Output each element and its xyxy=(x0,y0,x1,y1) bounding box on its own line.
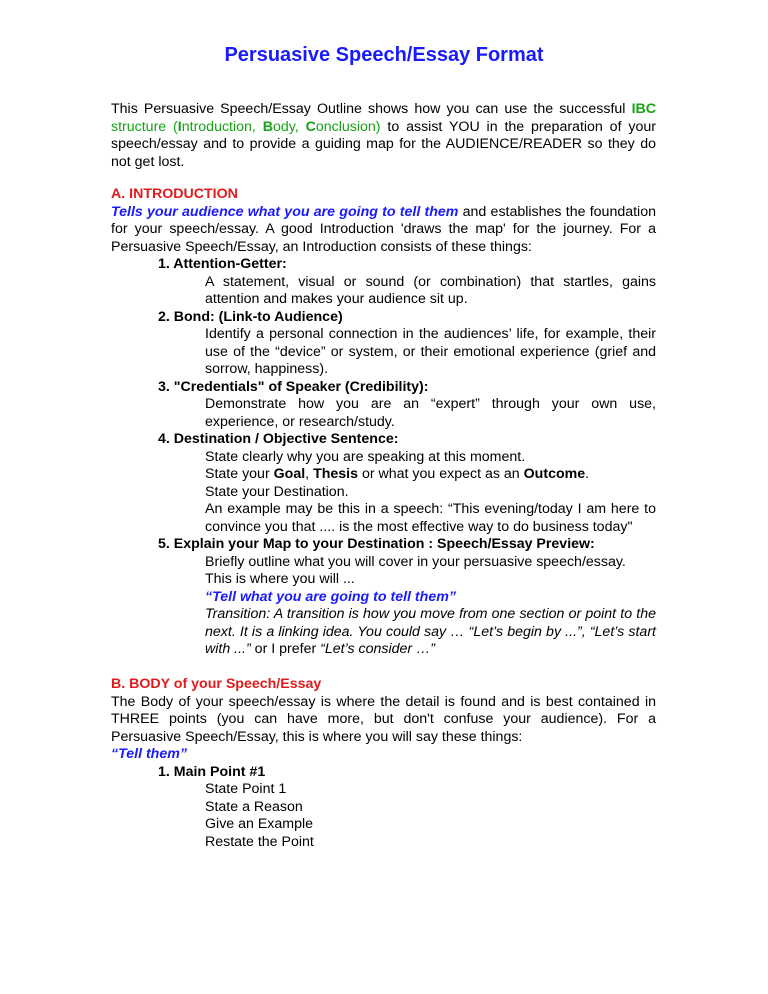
list-item: Restate the Point xyxy=(205,833,314,850)
intro-paragraph: This Persuasive Speech/Essay Outline shows how you can use the successful IBC structure (Introduction, Body, Conclusion) to assist YOU in the preparation of your speech/essay and to provide a guiding map for the AUDIENCE/READER so they do not get lost. xyxy=(111,101,656,170)
section-b-lead: The Body of your speech/essay is where the detail is found and is best contained in THREE points (you can have more, but don't confuse your audience). For a Persuasive Speech/Essay, this is where you will say these things: xyxy=(111,693,656,745)
item-destination: 4. Destination / Objective Sentence: xyxy=(158,431,399,447)
item-map-preview: 5. Explain your Map to your Destination : Speech/Essay Preview: xyxy=(158,536,595,552)
page-title: Persuasive Speech/Essay Format xyxy=(224,44,544,66)
tell-what-callout: “Tell what you are going to tell them” xyxy=(205,588,456,605)
section-b-heading: B. BODY of your Speech/Essay xyxy=(111,676,322,692)
item-attention-getter: 1. Attention-Getter: xyxy=(158,256,287,272)
section-a-lead: Tells your audience what you are going to tell them and establishes the foundation for your speech/essay. A good Introduction 'draws the map' for the journey. For a Persuasive Speech/Essay, an Introduction consists of these things: xyxy=(111,203,656,255)
item-bond: 2. Bond: (Link-to Audience) xyxy=(158,308,343,325)
list-item: State Point 1 xyxy=(205,781,287,797)
list-item: State a Reason xyxy=(205,798,303,815)
section-introduction: A. INTRODUCTION Tells your audience what you are going to tell them and establishes the foundation for your speech/essay. A good Introduction 'draws the map' for the journey. For a Persuasive Speech/Essay, an Introduction consists of these things: 1. Attention-Getter: A statement, visual or sound (or combination) that startles, gains attention and makes your audience sit up. 2. Bond: (Link-to Audience) Identify a personal connection in the audiences’ life, for example, their use of the “device” or system, or their emotional experience (grief and sorrow, happiness). 3. "Credentials" of Speaker (Credibility): Demonstrate how you are an “expert” through your own use, experience, or research/study. 4. Destination / Objective Sentence: State clearly why you are speaking at this moment. State your Goal, Thesis or what you expect as an Outcome. State your Destination. An example may be this in a speech: “This evening/today I am here to convince you that .... is the most effective way to do business today" 5. Explain your Map to your Destination : Speech/Essay Preview: Briefly outline what you will cover in your persuasive speech/essay. This is where you will ... “Tell what you are going to tell them” Transition: A transition is how you move from one section or point to the next. It is a linking idea. You could say … “Let’s begin by ...”, “Let’s start with ...” or I prefer “Let’s consider …” xyxy=(111,186,656,657)
tell-them-callout: “Tell them” xyxy=(111,746,187,762)
section-a-heading: A. INTRODUCTION xyxy=(111,186,238,202)
section-body xyxy=(111,676,656,851)
list-item: Give an Example xyxy=(205,816,314,832)
transition-note: Transition: A transition is how you move from one section or point to the next. It is a linking idea. You could say … “Let’s begin by ...”, “Let’s start with ...” or I prefer “Let’s consider …” xyxy=(205,606,656,657)
ibc-label: IBC xyxy=(631,101,656,117)
main-point-1: 1. Main Point #1 xyxy=(158,763,266,780)
item-credentials: 3. "Credentials" of Speaker (Credibility): xyxy=(158,378,429,395)
